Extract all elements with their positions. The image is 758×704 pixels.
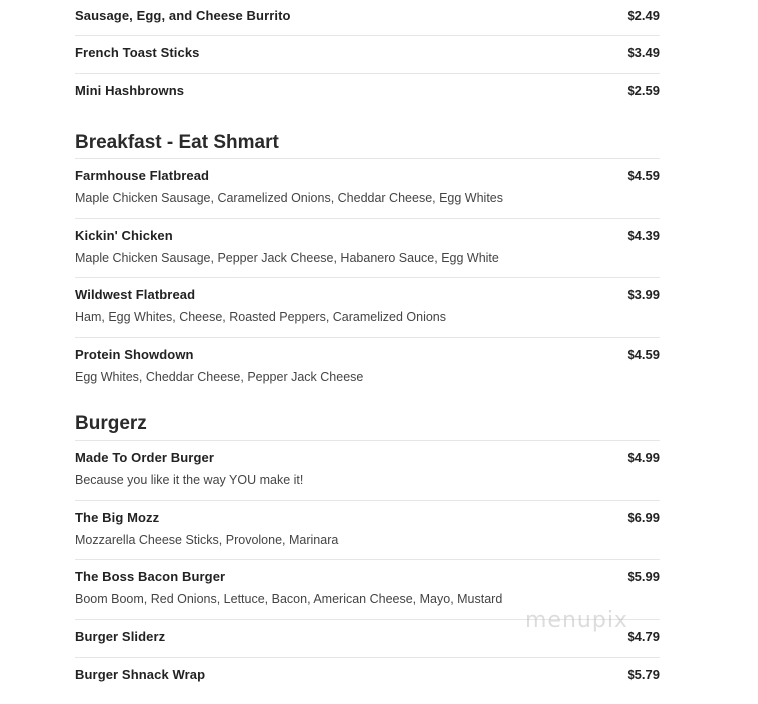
menu-item — [75, 219, 660, 279]
item-name: Sausage, Egg, and Cheese Burrito — [75, 8, 291, 23]
item-name: Burger Shnack Wrap — [75, 666, 206, 682]
item-price: $6.99 — [627, 509, 660, 525]
item-name: The Big Mozz — [75, 509, 160, 525]
item-price: $4.59 — [627, 346, 660, 362]
item-name: Kickin' Chicken — [75, 227, 173, 243]
item-name: The Boss Bacon Burger — [75, 569, 226, 584]
menu-list — [75, 0, 660, 696]
item-name: Wildwest Flatbread — [75, 287, 196, 302]
item-description: Maple Chicken Sausage, Caramelized Onions, Cheddar Cheese, Egg Whites — [75, 191, 504, 205]
item-description: Mozzarella Cheese Sticks, Provolone, Marinara — [75, 532, 339, 547]
menu-item — [75, 620, 660, 658]
item-description: Boom Boom, Red Onions, Lettuce, Bacon, American Cheese, Mayo, Mustard — [75, 592, 503, 606]
menu-item — [75, 441, 660, 501]
section-title: Burgerz — [75, 397, 660, 441]
item-price: $4.39 — [627, 227, 660, 243]
section-title: Breakfast - Eat Shmart — [75, 112, 660, 159]
item-price: $3.99 — [627, 287, 660, 302]
item-price: $5.99 — [627, 569, 660, 584]
item-name: Mini Hashbrowns — [75, 83, 185, 98]
item-name: Protein Showdown — [75, 346, 194, 362]
menu-item — [75, 0, 660, 36]
watermark-logo: menupix — [525, 608, 628, 633]
item-price: $2.49 — [627, 8, 660, 23]
item-description: Ham, Egg Whites, Cheese, Roasted Peppers, Caramelized Onions — [75, 310, 447, 324]
menu-item — [75, 338, 660, 398]
menu-item — [75, 74, 660, 112]
menu-item — [75, 560, 660, 620]
item-description: Because you like it the way YOU make it! — [75, 473, 304, 487]
item-price: $4.59 — [627, 168, 660, 183]
menu-item — [75, 159, 660, 219]
item-price: $5.79 — [627, 666, 660, 682]
item-price: $3.49 — [627, 45, 660, 60]
item-name: Farmhouse Flatbread — [75, 168, 210, 183]
item-price: $4.79 — [627, 628, 660, 644]
item-description: Egg Whites, Cheddar Cheese, Pepper Jack Cheese — [75, 369, 364, 384]
item-price: $4.99 — [627, 450, 660, 465]
item-name: Burger Sliderz — [75, 628, 166, 644]
menu-item — [75, 501, 660, 561]
item-description: Maple Chicken Sausage, Pepper Jack Cheese, Habanero Sauce, Egg White — [75, 250, 499, 265]
menu-item — [75, 278, 660, 338]
menu-item — [75, 658, 660, 696]
item-name: Made To Order Burger — [75, 450, 215, 465]
item-name: French Toast Sticks — [75, 45, 200, 60]
item-price: $2.59 — [627, 83, 660, 98]
menu-item — [75, 36, 660, 74]
